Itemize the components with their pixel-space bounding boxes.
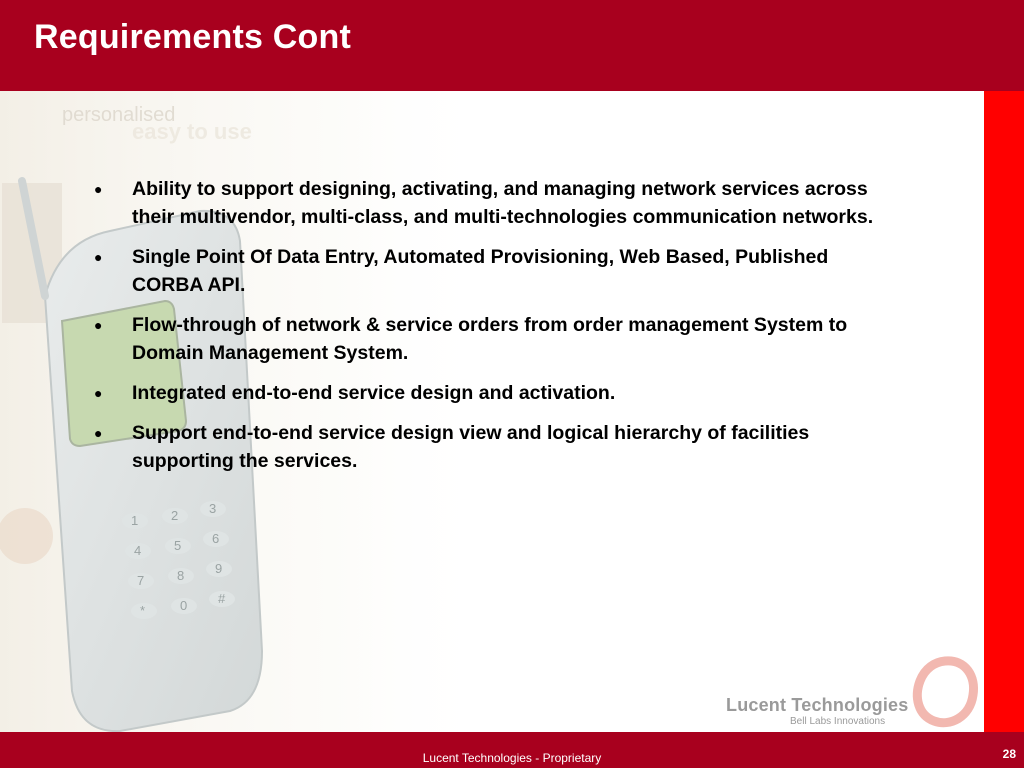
bullet-item: [92, 311, 892, 367]
page-number: 28: [1002, 747, 1016, 761]
svg-text:0: 0: [180, 598, 188, 613]
svg-text:2: 2: [171, 508, 179, 523]
innovation-ring-icon: [910, 655, 980, 731]
svg-text:5: 5: [174, 538, 182, 553]
svg-text:7: 7: [137, 573, 145, 588]
bullet-text: Integrated end-to-end service design and activation.: [132, 382, 616, 404]
bullet-item: [92, 379, 892, 407]
svg-text:*: *: [140, 603, 146, 618]
bullet-icon: ●: [94, 385, 103, 401]
svg-text:4: 4: [134, 543, 142, 558]
bullet-text: Flow-through of network & service orders from order management System to Domain Management System.: [132, 314, 848, 364]
background-word: easy to use: [132, 119, 252, 144]
bullet-item: [92, 175, 892, 231]
logo-tagline: Bell Labs Innovations: [790, 716, 886, 727]
bullet-icon: ●: [94, 317, 103, 333]
bullet-icon: ●: [94, 249, 103, 265]
slide-title: Requirements Cont: [34, 18, 351, 56]
svg-text:1: 1: [131, 513, 139, 528]
background-word: personalised: [62, 104, 176, 126]
svg-text:9: 9: [215, 561, 223, 576]
footer-bar: [0, 732, 1024, 768]
bullet-text: Ability to support designing, activating, and managing network services across their multivendor, multi-class, and multi-technologies communication networks.: [132, 178, 874, 228]
title-bar: [0, 0, 1024, 91]
bullet-icon: ●: [94, 425, 103, 441]
bullet-item: [92, 243, 892, 299]
right-accent-stripe: [984, 91, 1024, 732]
bullet-text: Support end-to-end service design view and logical hierarchy of facilities supporting the services.: [132, 422, 810, 472]
svg-text:3: 3: [209, 501, 217, 516]
svg-text:#: #: [218, 591, 226, 606]
svg-text:6: 6: [212, 531, 220, 546]
lucent-logo: [722, 655, 984, 735]
bullet-icon: ●: [94, 181, 103, 197]
logo-name: Lucent Technologies: [726, 695, 909, 715]
bullet-text: Single Point Of Data Entry, Automated Provisioning, Web Based, Published CORBA API.: [132, 246, 829, 296]
bullet-list: [92, 175, 892, 487]
bullet-item: [92, 419, 892, 475]
svg-text:8: 8: [177, 568, 185, 583]
footer-text: Lucent Technologies - Proprietary: [422, 751, 602, 765]
